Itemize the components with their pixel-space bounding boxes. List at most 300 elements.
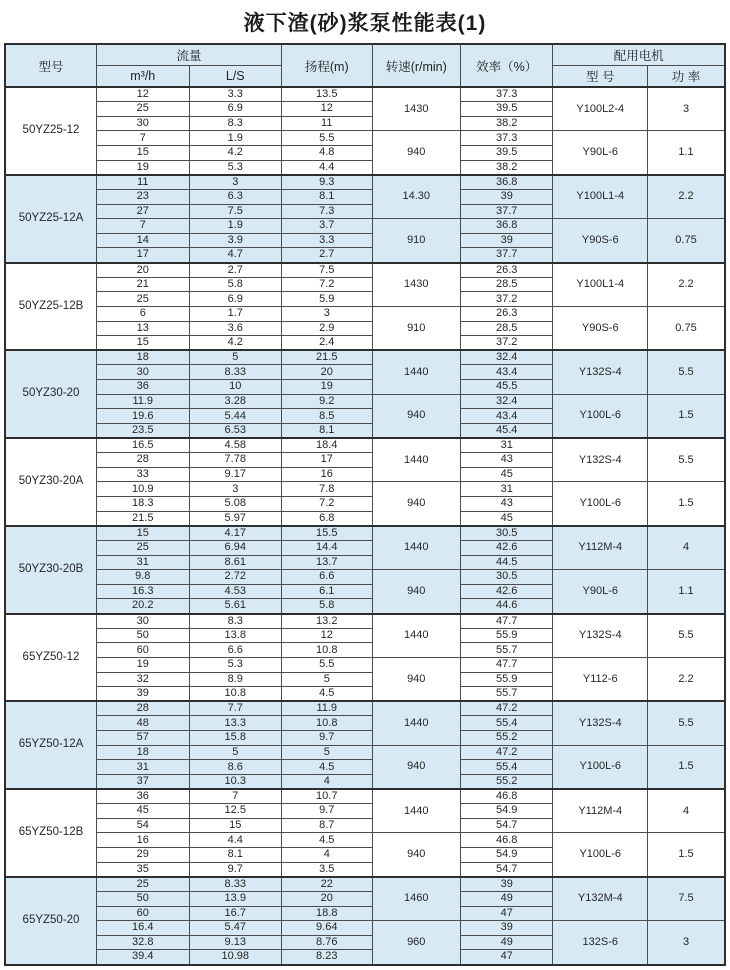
motor-power-cell: 1.1 [648, 570, 726, 614]
flow-ls-cell: 7.5 [189, 204, 282, 219]
flow-m3h-cell: 23.5 [97, 423, 190, 438]
motor-model-cell: Y100L-6 [553, 745, 648, 789]
flow-m3h-cell: 50 [97, 891, 190, 906]
motor-model-cell: Y100L2-4 [553, 87, 648, 131]
flow-m3h-cell: 32 [97, 672, 190, 687]
head-cell: 5.5 [282, 657, 372, 672]
flow-ls-cell: 5.44 [189, 409, 282, 424]
flow-ls-cell: 10 [189, 380, 282, 395]
head-cell: 3 [282, 306, 372, 321]
flow-ls-cell: 2.72 [189, 570, 282, 585]
flow-ls-cell: 8.33 [189, 877, 282, 892]
motor-power-cell: 1.5 [648, 745, 726, 789]
flow-ls-cell: 7.7 [189, 701, 282, 716]
flow-ls-cell: 1.7 [189, 306, 282, 321]
head-cell: 7.2 [282, 497, 372, 512]
flow-ls-cell: 13.8 [189, 628, 282, 643]
motor-model-cell: Y132S-4 [553, 614, 648, 658]
flow-ls-cell: 9.17 [189, 467, 282, 482]
motor-power-cell: 5.5 [648, 614, 726, 658]
head-cell: 4.5 [282, 687, 372, 702]
model-cell: 50YZ25-12B [5, 263, 97, 351]
table-row [5, 219, 725, 234]
efficiency-cell: 43 [460, 497, 553, 512]
flow-ls-cell: 12.5 [189, 804, 282, 819]
flow-ls-cell: 9.13 [189, 935, 282, 950]
flow-m3h-cell: 35 [97, 862, 190, 877]
head-cell: 8.1 [282, 189, 372, 204]
efficiency-cell: 54.9 [460, 848, 553, 863]
head-cell: 8.23 [282, 950, 372, 965]
head-cell: 21.5 [282, 350, 372, 365]
header-row-1 [5, 44, 725, 66]
efficiency-cell: 36.8 [460, 175, 553, 190]
flow-ls-cell: 13.9 [189, 891, 282, 906]
flow-m3h-cell: 21.5 [97, 511, 190, 526]
head-cell: 8.1 [282, 423, 372, 438]
col-header-motor: 配用电机 [553, 44, 725, 66]
efficiency-cell: 54.7 [460, 862, 553, 877]
model-group [5, 789, 725, 877]
motor-power-cell: 1.1 [648, 131, 726, 175]
head-cell: 3.7 [282, 219, 372, 234]
head-cell: 6.1 [282, 584, 372, 599]
efficiency-cell: 46.8 [460, 833, 553, 848]
motor-model-cell: Y90L-6 [553, 570, 648, 614]
head-cell: 15.5 [282, 526, 372, 541]
flow-m3h-cell: 45 [97, 804, 190, 819]
efficiency-cell: 37.7 [460, 248, 553, 263]
flow-m3h-cell: 28 [97, 701, 190, 716]
motor-power-cell: 0.75 [648, 306, 726, 350]
efficiency-cell: 26.3 [460, 263, 553, 278]
flow-ls-cell: 6.94 [189, 540, 282, 555]
efficiency-cell: 47.2 [460, 745, 553, 760]
flow-m3h-cell: 31 [97, 760, 190, 775]
speed-cell: 940 [372, 745, 460, 789]
flow-m3h-cell: 33 [97, 467, 190, 482]
flow-m3h-cell: 25 [97, 292, 190, 307]
speed-cell: 940 [372, 131, 460, 175]
head-cell: 18.4 [282, 438, 372, 453]
flow-m3h-cell: 37 [97, 774, 190, 789]
model-cell: 50YZ30-20A [5, 438, 97, 526]
flow-ls-cell: 5.61 [189, 599, 282, 614]
speed-cell: 1460 [372, 877, 460, 921]
efficiency-cell: 43.4 [460, 365, 553, 380]
speed-cell: 960 [372, 921, 460, 965]
head-cell: 4.5 [282, 833, 372, 848]
speed-cell: 940 [372, 657, 460, 701]
speed-cell: 940 [372, 833, 460, 877]
model-group [5, 263, 725, 351]
head-cell: 5.9 [282, 292, 372, 307]
flow-m3h-cell: 23 [97, 189, 190, 204]
speed-cell: 1440 [372, 701, 460, 745]
motor-power-cell: 5.5 [648, 701, 726, 745]
motor-power-cell: 4 [648, 789, 726, 833]
efficiency-cell: 39.5 [460, 146, 553, 161]
flow-ls-cell: 6.3 [189, 189, 282, 204]
flow-m3h-cell: 54 [97, 818, 190, 833]
motor-model-cell: Y100L1-4 [553, 263, 648, 307]
col-header-efficiency: 效率（%） [460, 44, 553, 87]
efficiency-cell: 45.5 [460, 380, 553, 395]
flow-m3h-cell: 39 [97, 687, 190, 702]
pump-performance-table [4, 43, 726, 966]
speed-cell: 940 [372, 570, 460, 614]
head-cell: 9.64 [282, 921, 372, 936]
head-cell: 6.6 [282, 570, 372, 585]
flow-ls-cell: 2.7 [189, 263, 282, 278]
efficiency-cell: 31 [460, 482, 553, 497]
head-cell: 20 [282, 891, 372, 906]
head-cell: 11.9 [282, 701, 372, 716]
head-cell: 10.8 [282, 643, 372, 658]
flow-m3h-cell: 25 [97, 877, 190, 892]
efficiency-cell: 37.3 [460, 131, 553, 146]
flow-m3h-cell: 15 [97, 336, 190, 351]
flow-m3h-cell: 15 [97, 146, 190, 161]
efficiency-cell: 55.9 [460, 628, 553, 643]
efficiency-cell: 49 [460, 891, 553, 906]
flow-m3h-cell: 36 [97, 380, 190, 395]
head-cell: 13.7 [282, 555, 372, 570]
table-row [5, 394, 725, 409]
flow-ls-cell: 7 [189, 789, 282, 804]
efficiency-cell: 32.4 [460, 350, 553, 365]
head-cell: 10.8 [282, 716, 372, 731]
flow-ls-cell: 5.8 [189, 277, 282, 292]
efficiency-cell: 37.2 [460, 336, 553, 351]
flow-m3h-cell: 14 [97, 233, 190, 248]
flow-ls-cell: 10.98 [189, 950, 282, 965]
flow-m3h-cell: 18.3 [97, 497, 190, 512]
motor-power-cell: 1.5 [648, 482, 726, 526]
head-cell: 12 [282, 102, 372, 117]
flow-ls-cell: 4.17 [189, 526, 282, 541]
motor-power-cell: 1.5 [648, 833, 726, 877]
efficiency-cell: 39 [460, 877, 553, 892]
efficiency-cell: 42.6 [460, 540, 553, 555]
flow-ls-cell: 5 [189, 350, 282, 365]
motor-model-cell: Y100L-6 [553, 833, 648, 877]
head-cell: 4 [282, 774, 372, 789]
speed-cell: 940 [372, 482, 460, 526]
flow-m3h-cell: 30 [97, 614, 190, 629]
flow-m3h-cell: 16.4 [97, 921, 190, 936]
motor-model-cell: Y90S-6 [553, 306, 648, 350]
efficiency-cell: 39.5 [460, 102, 553, 117]
flow-m3h-cell: 60 [97, 906, 190, 921]
motor-power-cell: 3 [648, 921, 726, 965]
flow-m3h-cell: 13 [97, 321, 190, 336]
flow-ls-cell: 15 [189, 818, 282, 833]
flow-ls-cell: 1.9 [189, 219, 282, 234]
efficiency-cell: 55.4 [460, 760, 553, 775]
flow-m3h-cell: 16.3 [97, 584, 190, 599]
flow-ls-cell: 8.3 [189, 116, 282, 131]
flow-m3h-cell: 32.8 [97, 935, 190, 950]
flow-ls-cell: 1.9 [189, 131, 282, 146]
efficiency-cell: 36.8 [460, 219, 553, 234]
flow-m3h-cell: 7 [97, 131, 190, 146]
head-cell: 11 [282, 116, 372, 131]
flow-ls-cell: 4.7 [189, 248, 282, 263]
flow-ls-cell: 8.6 [189, 760, 282, 775]
flow-m3h-cell: 18 [97, 350, 190, 365]
flow-m3h-cell: 19.6 [97, 409, 190, 424]
efficiency-cell: 45 [460, 467, 553, 482]
efficiency-cell: 38.2 [460, 160, 553, 175]
flow-m3h-cell: 17 [97, 248, 190, 263]
flow-m3h-cell: 31 [97, 555, 190, 570]
flow-m3h-cell: 16.5 [97, 438, 190, 453]
table-row [5, 131, 725, 146]
head-cell: 7.2 [282, 277, 372, 292]
speed-cell: 1440 [372, 614, 460, 658]
table-row [5, 350, 725, 365]
flow-m3h-cell: 27 [97, 204, 190, 219]
flow-ls-cell: 3.9 [189, 233, 282, 248]
efficiency-cell: 46.8 [460, 789, 553, 804]
flow-m3h-cell: 20 [97, 263, 190, 278]
efficiency-cell: 42.6 [460, 584, 553, 599]
flow-m3h-cell: 60 [97, 643, 190, 658]
motor-power-cell: 5.5 [648, 350, 726, 394]
motor-power-cell: 1.5 [648, 394, 726, 438]
flow-m3h-cell: 10.9 [97, 482, 190, 497]
flow-m3h-cell: 12 [97, 87, 190, 102]
head-cell: 7.3 [282, 204, 372, 219]
flow-ls-cell: 9.7 [189, 862, 282, 877]
motor-power-cell: 4 [648, 526, 726, 570]
flow-ls-cell: 6.9 [189, 102, 282, 117]
head-cell: 22 [282, 877, 372, 892]
table-row [5, 482, 725, 497]
efficiency-cell: 55.7 [460, 687, 553, 702]
table-row [5, 263, 725, 278]
head-cell: 12 [282, 628, 372, 643]
model-cell: 65YZ50-12 [5, 614, 97, 702]
flow-m3h-cell: 29 [97, 848, 190, 863]
head-cell: 7.8 [282, 482, 372, 497]
flow-m3h-cell: 19 [97, 657, 190, 672]
model-cell: 65YZ50-20 [5, 877, 97, 965]
col-header-flow-m3h: m³/h [97, 66, 190, 88]
flow-m3h-cell: 50 [97, 628, 190, 643]
head-cell: 13.2 [282, 614, 372, 629]
flow-m3h-cell: 25 [97, 540, 190, 555]
efficiency-cell: 32.4 [460, 394, 553, 409]
head-cell: 8.76 [282, 935, 372, 950]
motor-model-cell: Y132S-4 [553, 350, 648, 394]
motor-power-cell: 5.5 [648, 438, 726, 482]
flow-m3h-cell: 28 [97, 453, 190, 468]
flow-m3h-cell: 57 [97, 731, 190, 746]
model-cell: 50YZ30-20 [5, 350, 97, 438]
flow-ls-cell: 5 [189, 745, 282, 760]
flow-ls-cell: 10.3 [189, 774, 282, 789]
efficiency-cell: 37.3 [460, 87, 553, 102]
efficiency-cell: 26.3 [460, 306, 553, 321]
efficiency-cell: 38.2 [460, 116, 553, 131]
flow-m3h-cell: 25 [97, 102, 190, 117]
flow-m3h-cell: 18 [97, 745, 190, 760]
flow-ls-cell: 4.58 [189, 438, 282, 453]
efficiency-cell: 39 [460, 233, 553, 248]
head-cell: 9.3 [282, 175, 372, 190]
efficiency-cell: 31 [460, 438, 553, 453]
efficiency-cell: 37.7 [460, 204, 553, 219]
head-cell: 4.8 [282, 146, 372, 161]
efficiency-cell: 45.4 [460, 423, 553, 438]
flow-m3h-cell: 30 [97, 116, 190, 131]
flow-ls-cell: 15.8 [189, 731, 282, 746]
table-row [5, 306, 725, 321]
table-row [5, 745, 725, 760]
head-cell: 2.9 [282, 321, 372, 336]
table-row [5, 877, 725, 892]
flow-ls-cell: 5.97 [189, 511, 282, 526]
head-cell: 17 [282, 453, 372, 468]
motor-model-cell: Y112-6 [553, 657, 648, 701]
head-cell: 5.5 [282, 131, 372, 146]
head-cell: 5 [282, 672, 372, 687]
head-cell: 4.5 [282, 760, 372, 775]
col-header-motor-model: 型 号 [553, 66, 648, 88]
efficiency-cell: 30.5 [460, 526, 553, 541]
flow-m3h-cell: 30 [97, 365, 190, 380]
flow-ls-cell: 3 [189, 482, 282, 497]
model-group [5, 350, 725, 438]
flow-ls-cell: 8.1 [189, 848, 282, 863]
table-row [5, 570, 725, 585]
head-cell: 9.7 [282, 731, 372, 746]
motor-power-cell: 7.5 [648, 877, 726, 921]
motor-model-cell: Y90L-6 [553, 131, 648, 175]
model-cell: 65YZ50-12B [5, 789, 97, 877]
efficiency-cell: 47.2 [460, 701, 553, 716]
flow-m3h-cell: 16 [97, 833, 190, 848]
table-row [5, 87, 725, 102]
speed-cell: 1440 [372, 789, 460, 833]
efficiency-cell: 55.4 [460, 716, 553, 731]
speed-cell: 14.30 [372, 175, 460, 219]
col-header-flow: 流量 [97, 44, 282, 66]
col-header-speed: 转速(r/min) [372, 44, 460, 87]
col-header-model: 型号 [5, 44, 97, 87]
efficiency-cell: 55.2 [460, 731, 553, 746]
efficiency-cell: 55.2 [460, 774, 553, 789]
efficiency-cell: 28.5 [460, 321, 553, 336]
efficiency-cell: 28.5 [460, 277, 553, 292]
flow-ls-cell: 6.53 [189, 423, 282, 438]
flow-ls-cell: 4.2 [189, 336, 282, 351]
flow-m3h-cell: 15 [97, 526, 190, 541]
flow-m3h-cell: 21 [97, 277, 190, 292]
head-cell: 5 [282, 745, 372, 760]
table-row [5, 921, 725, 936]
head-cell: 8.7 [282, 818, 372, 833]
model-cell: 65YZ50-12A [5, 701, 97, 789]
col-header-motor-power: 功 率 [648, 66, 726, 88]
motor-model-cell: Y100L-6 [553, 482, 648, 526]
flow-ls-cell: 13.3 [189, 716, 282, 731]
table-row [5, 438, 725, 453]
efficiency-cell: 49 [460, 935, 553, 950]
model-group [5, 701, 725, 789]
model-cell: 50YZ30-20B [5, 526, 97, 614]
flow-m3h-cell: 19 [97, 160, 190, 175]
speed-cell: 910 [372, 219, 460, 263]
flow-ls-cell: 8.33 [189, 365, 282, 380]
model-group [5, 614, 725, 702]
speed-cell: 1440 [372, 526, 460, 570]
col-header-head: 扬程(m) [282, 44, 372, 87]
flow-m3h-cell: 39.4 [97, 950, 190, 965]
table-header [5, 44, 725, 87]
efficiency-cell: 43 [460, 453, 553, 468]
flow-ls-cell: 8.61 [189, 555, 282, 570]
motor-model-cell: Y132M-4 [553, 877, 648, 921]
head-cell: 4.4 [282, 160, 372, 175]
model-group [5, 87, 725, 175]
speed-cell: 1440 [372, 438, 460, 482]
motor-power-cell: 0.75 [648, 219, 726, 263]
speed-cell: 1430 [372, 263, 460, 307]
flow-ls-cell: 7.78 [189, 453, 282, 468]
flow-ls-cell: 3.6 [189, 321, 282, 336]
flow-ls-cell: 5.3 [189, 657, 282, 672]
flow-ls-cell: 3.28 [189, 394, 282, 409]
model-group [5, 526, 725, 614]
table-row [5, 789, 725, 804]
head-cell: 19 [282, 380, 372, 395]
efficiency-cell: 47.7 [460, 657, 553, 672]
page-title: 液下渣(砂)浆泵性能表(1) [243, 12, 487, 35]
head-cell: 8.5 [282, 409, 372, 424]
flow-ls-cell: 4.2 [189, 146, 282, 161]
table-row [5, 175, 725, 190]
efficiency-cell: 37.2 [460, 292, 553, 307]
flow-ls-cell: 6.9 [189, 292, 282, 307]
head-cell: 9.2 [282, 394, 372, 409]
head-cell: 3.5 [282, 862, 372, 877]
head-cell: 5.8 [282, 599, 372, 614]
speed-cell: 940 [372, 394, 460, 438]
head-cell: 4 [282, 848, 372, 863]
flow-m3h-cell: 36 [97, 789, 190, 804]
head-cell: 18.8 [282, 906, 372, 921]
head-cell: 20 [282, 365, 372, 380]
motor-power-cell: 3 [648, 87, 726, 131]
efficiency-cell: 54.9 [460, 804, 553, 819]
speed-cell: 1440 [372, 350, 460, 394]
flow-ls-cell: 8.9 [189, 672, 282, 687]
efficiency-cell: 45 [460, 511, 553, 526]
flow-m3h-cell: 6 [97, 306, 190, 321]
head-cell: 9.7 [282, 804, 372, 819]
motor-model-cell: Y90S-6 [553, 219, 648, 263]
head-cell: 7.5 [282, 263, 372, 278]
efficiency-cell: 47.7 [460, 614, 553, 629]
head-cell: 10.7 [282, 789, 372, 804]
speed-cell: 910 [372, 306, 460, 350]
motor-power-cell: 2.2 [648, 657, 726, 701]
flow-ls-cell: 3 [189, 175, 282, 190]
efficiency-cell: 39 [460, 921, 553, 936]
